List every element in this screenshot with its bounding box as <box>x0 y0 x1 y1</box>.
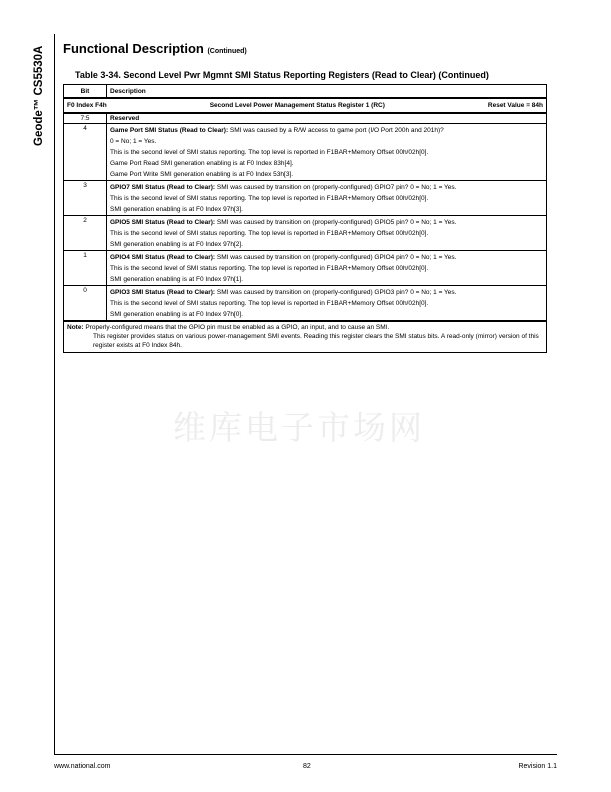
field-title: GPIO5 SMI Status (Read to Clear): <box>110 219 216 226</box>
table-row <box>64 113 547 124</box>
footer-rule <box>54 754 557 755</box>
field-summary: SMI was caused by a R/W access to game port (I/O Port 200h and 201h)? <box>228 127 444 134</box>
description-first-line <box>110 216 543 228</box>
page-number: 82 <box>303 763 311 770</box>
bit-cell: 1 <box>64 251 107 286</box>
field-summary: SMI was caused by transition on (properly-configured) GPIO5 pin? 0 = No; 1 = Yes. <box>215 219 457 226</box>
header-description: Description <box>107 85 547 99</box>
bit-cell: 0 <box>64 286 107 322</box>
footer-url: www.national.com <box>54 763 111 770</box>
watermark: 维库电子市场网 <box>173 408 425 447</box>
bit-cell: 2 <box>64 216 107 251</box>
field-title: Game Port SMI Status (Read to Clear): <box>110 127 229 134</box>
table-caption: Table 3-34. Second Level Pwr Mgmnt SMI Status Reporting Registers (Read to Clear) (Continued) <box>75 70 489 80</box>
left-rule <box>54 34 55 754</box>
description-first-line <box>110 286 543 298</box>
description-cell <box>107 124 547 181</box>
section-title-text: Functional Description <box>63 41 204 56</box>
register-reset-value: Reset Value = 84h <box>487 102 543 109</box>
description-cell <box>107 286 547 322</box>
register-row <box>64 98 547 113</box>
note-cell <box>64 321 547 353</box>
header-bit: Bit <box>64 85 107 99</box>
bit-cell: 3 <box>64 181 107 216</box>
description-cell: Reserved <box>107 113 547 124</box>
description-first-line <box>110 181 543 193</box>
description-line: SMI generation enabling is at F0 Index 97h[1]. <box>110 276 243 283</box>
field-title: GPIO7 SMI Status (Read to Clear): <box>110 184 216 191</box>
description-cell <box>107 181 547 216</box>
note-text-2: This register provides status on various power-management SMI events. Reading this register clears the SMI status bits. A read-only (mirror) version of this register exists at F0 Index 84h. <box>93 333 539 349</box>
description-line: SMI generation enabling is at F0 Index 97h[0]. <box>110 311 243 318</box>
field-title: GPIO3 SMI Status (Read to Clear): <box>110 289 216 296</box>
description-line: Game Port Read SMI generation enabling is at F0 Index 83h[4]. <box>110 160 294 167</box>
table-row <box>64 216 547 251</box>
description-line: This is the second level of SMI status reporting. The top level is reported in F1BAR+Memory Offset 00h/02h[0]. <box>110 265 429 272</box>
section-title-continued: (Continued) <box>207 48 247 55</box>
bit-cell: 7:5 <box>64 113 107 124</box>
description-line: Game Port Write SMI generation enabling is at F0 Index 53h[3]. <box>110 171 294 178</box>
section-title <box>63 41 247 56</box>
note-line-1 <box>67 324 389 331</box>
revision: Revision 1.1 <box>518 763 557 770</box>
description-line: This is the second level of SMI status reporting. The top level is reported in F1BAR+Memory Offset 00h/02h[0]. <box>110 300 429 307</box>
description-line: This is the second level of SMI status reporting. The top level is reported in F1BAR+Memory Offset 00h/02h[0]. <box>110 230 429 237</box>
field-summary: SMI was caused by transition on (properly-configured) GPIO7 pin? 0 = No; 1 = Yes. <box>215 184 457 191</box>
register-name: Second Level Power Management Status Register 1 (RC) <box>209 102 385 109</box>
description-line: This is the second level of SMI status reporting. The top level is reported in F1BAR+Memory Offset 00h/02h[0]. <box>110 149 429 156</box>
side-title-text: Geode™ CS5530A <box>33 45 45 146</box>
description-first-line <box>110 251 543 263</box>
description-first-line <box>110 124 543 136</box>
register-table <box>63 84 547 353</box>
description-line: 0 = No; 1 = Yes. <box>110 138 157 145</box>
register-index: F0 Index F4h <box>67 102 107 109</box>
bit-cell: 4 <box>64 124 107 181</box>
table-row <box>64 181 547 216</box>
description-line: SMI generation enabling is at F0 Index 97h[3]. <box>110 206 243 213</box>
table-row <box>64 124 547 181</box>
table-row <box>64 251 547 286</box>
description-cell <box>107 216 547 251</box>
description-cell <box>107 251 547 286</box>
description-line: SMI generation enabling is at F0 Index 97h[2]. <box>110 241 243 248</box>
description-line: This is the second level of SMI status reporting. The top level is reported in F1BAR+Memory Offset 00h/02h[0]. <box>110 195 429 202</box>
field-summary: SMI was caused by transition on (properly-configured) GPIO4 pin? 0 = No; 1 = Yes. <box>215 254 457 261</box>
note-label: Note: <box>67 324 84 331</box>
note-row <box>64 321 547 353</box>
side-title <box>29 38 47 148</box>
note-text: Properly-configured means that the GPIO pin must be enabled as a GPIO, an input, and to cause an SMI. <box>83 324 390 331</box>
table-row <box>64 286 547 322</box>
field-summary: SMI was caused by transition on (properly-configured) GPIO3 pin? 0 = No; 1 = Yes. <box>215 289 457 296</box>
field-title: GPIO4 SMI Status (Read to Clear): <box>110 254 216 261</box>
